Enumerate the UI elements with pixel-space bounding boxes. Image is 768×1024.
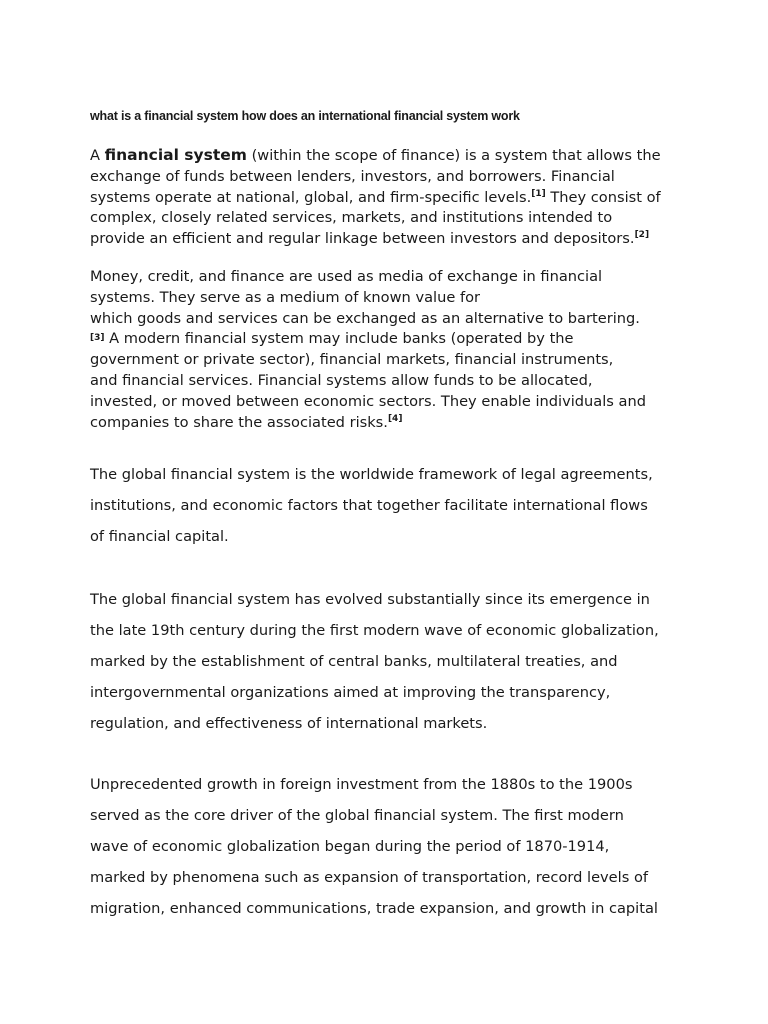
text-line: Unprecedented growth in foreign investment from the 1880s to the 1900s [90, 776, 633, 793]
text-line: wave of economic globalization began during the period of 1870-1914, [90, 838, 610, 855]
paragraph-definition [90, 145, 690, 250]
text-line: served as the core driver of the global financial system. The first modern [90, 807, 624, 824]
text-line: exchange of funds between lenders, investors, and borrowers. Financial [90, 167, 615, 185]
text-fragment: They consist of [545, 188, 661, 206]
text-line [90, 188, 690, 209]
text-line: migration, enhanced communications, trade expansion, and growth in capital [90, 900, 658, 917]
citation-ref: [2] [634, 230, 650, 241]
paragraph-evolution [90, 584, 700, 739]
text-line [90, 329, 690, 350]
text-line: government or private sector), financial markets, financial instruments, [90, 351, 614, 369]
text-fragment: provide an efficient and regular linkage between investors and depositors. [90, 230, 635, 248]
text-fragment: companies to share the associated risks. [90, 413, 388, 431]
text-line: marked by phenomena such as expansion of transportation, record levels of [90, 869, 649, 886]
paragraph-foreign-investment [90, 769, 700, 924]
citation-ref: [1] [531, 188, 546, 199]
text-line: systems. They serve as a medium of known value for [90, 288, 481, 306]
text-fragment: A modern financial system may include banks (operated by the [104, 330, 574, 348]
text-line [90, 229, 690, 250]
text-line: which goods and services can be exchanged as an alternative to bartering. [90, 309, 640, 327]
text-line: invested, or moved between economic sectors. They enable individuals and [90, 392, 646, 410]
text-line: institutions, and economic factors that together facilitate international flows [90, 497, 648, 514]
text-line: The global financial system is the worldwide framework of legal agreements, [90, 466, 653, 483]
text-line: of financial capital. [90, 528, 229, 545]
paragraph-money-credit [90, 267, 690, 433]
text-fragment: (within the scope of finance) is a system that allows the [246, 147, 661, 164]
text-line: regulation, and effectiveness of international markets. [90, 715, 488, 732]
text-line: intergovernmental organizations aimed at improving the transparency, [90, 684, 611, 701]
bold-term: financial system [104, 146, 247, 164]
citation-ref: [4] [387, 413, 403, 424]
paragraph-global-system [90, 459, 700, 552]
text-line [90, 413, 690, 434]
text-line: marked by the establishment of central banks, multilateral treaties, and [90, 653, 618, 670]
document-title: what is a financial system how does an international financial system work [90, 109, 520, 123]
text-line [90, 145, 690, 167]
text-fragment: A [90, 147, 105, 164]
text-line: The global financial system has evolved substantially since its emergence in [90, 591, 650, 608]
text-line: Money, credit, and finance are used as media of exchange in financial [90, 268, 603, 285]
text-line: the late 19th century during the first modern wave of economic globalization, [90, 622, 659, 639]
text-fragment: systems operate at national, global, and firm-specific levels. [90, 188, 532, 206]
citation-ref: [3] [90, 333, 105, 344]
text-line: and financial services. Financial systems allow funds to be allocated, [90, 371, 593, 389]
text-line: complex, closely related services, markets, and institutions intended to [90, 209, 613, 227]
